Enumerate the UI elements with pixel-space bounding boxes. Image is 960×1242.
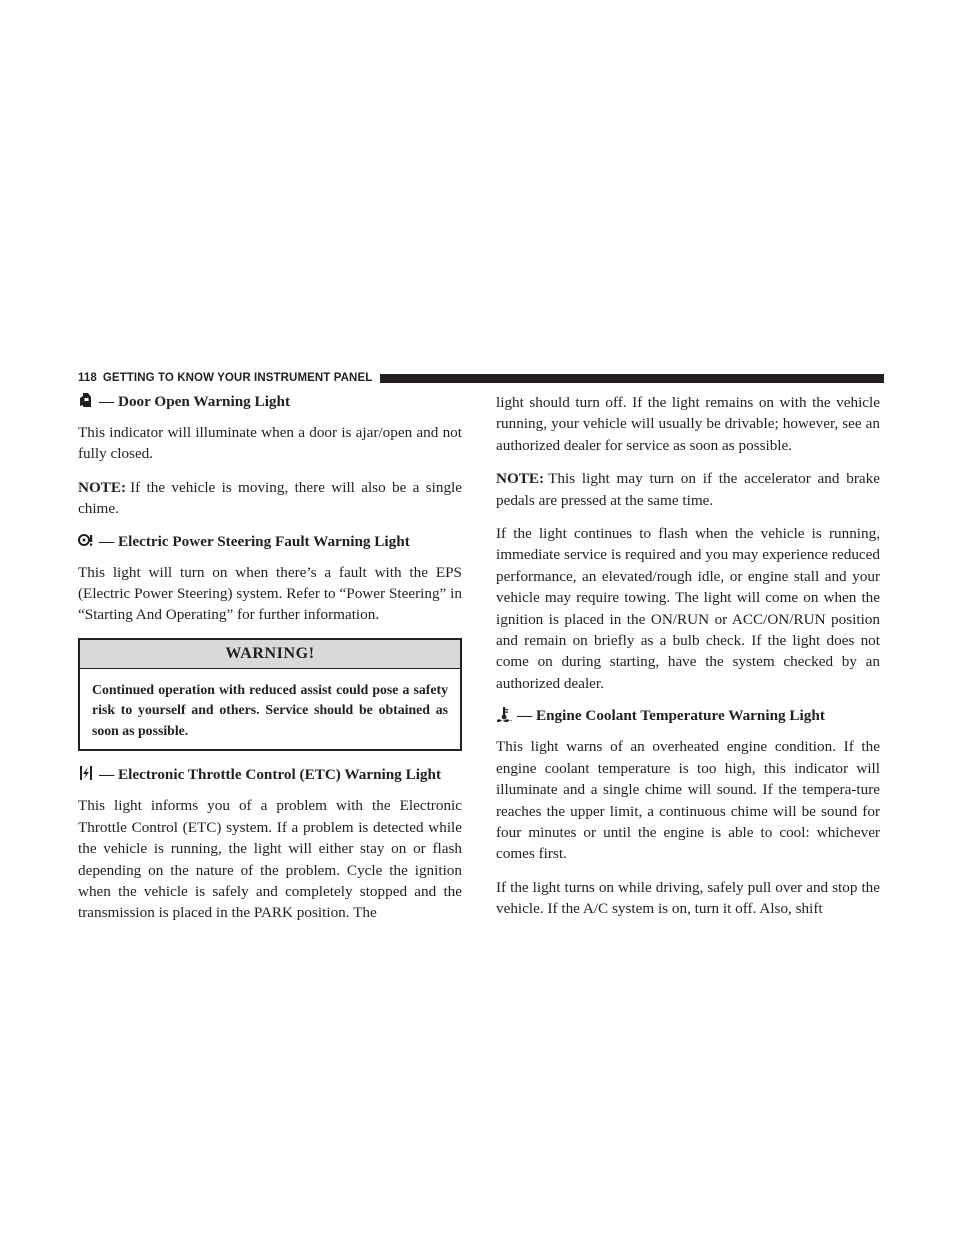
eps-heading	[78, 532, 462, 552]
etc-note	[496, 468, 880, 511]
section-title: GETTING TO KNOW YOUR INSTRUMENT PANEL	[102, 372, 373, 384]
coolant-heading	[496, 706, 880, 726]
steering-wheel-warning-icon	[78, 532, 94, 548]
header-rule	[380, 374, 884, 383]
warning-box	[78, 638, 462, 752]
coolant-heading-text: — Engine Coolant Temperature Warning Light	[517, 707, 825, 725]
door-open-heading	[78, 392, 462, 412]
note-label: NOTE:	[78, 478, 127, 496]
etc-heading-text: — Electronic Throttle Control (ETC) Warning Light	[99, 766, 442, 784]
right-column	[496, 392, 880, 932]
etc-heading	[78, 765, 462, 785]
eps-text: This light will turn on when there’s a fault with the EPS (Electric Power Steering) system. Refer to “Power Steering” in “Starting And Operating” for further information.	[78, 563, 462, 624]
warning-text: Continued operation with reduced assist could pose a safety risk to yourself and others. Service should be obtained as soon as possible.	[92, 681, 448, 738]
coolant-text: This light warns of an overheated engine condition. If the engine coolant temperature is too high, this indicator will illuminate and a single chime will sound. If the tempera-ture reaches the upper limit, a continuous chime will be sound for four minutes or until the engine is able to cool: whichever comes first.	[496, 738, 880, 863]
door-open-text: This indicator will illuminate when a door is ajar/open and not fully closed.	[78, 424, 462, 463]
etc-text: This light informs you of a problem with the Electronic Throttle Control (ETC) system. If a problem is detected while the vehicle is running, the light will either stay on or flash depending on the nature of the problem. Cycle the ignition when the vehicle is safely and completely stopped and the transmission is placed in the PARK position. The	[78, 797, 462, 922]
warning-title: WARNING!	[80, 640, 460, 669]
left-column	[78, 392, 462, 936]
note-label: NOTE:	[496, 470, 545, 488]
etc-flash-text: If the light continues to flash when the vehicle is running, immediate service is required and you may experience reduced performance, an elevated/rough idle, or engine stall and your vehicle may require towing. The light will come on when the ignition is placed in the ON/RUN or ACC/ON/RUN position and remain on briefly as a bulb check. If the light does not come on during starting, have the system checked by an authorized dealer.	[496, 525, 880, 692]
page-number: 118	[78, 372, 97, 384]
door-open-icon	[78, 392, 94, 408]
etc-continued-text: light should turn off. If the light remains on with the vehicle running, your vehicle will usually be drivable; however, see an authorized dealer for service as soon as possible.	[496, 394, 880, 454]
coolant-driving-text: If the light turns on while driving, safely pull over and stop the vehicle. If the A/C system is on, turn it off. Also, shift	[496, 878, 880, 918]
throttle-lightning-icon	[78, 765, 94, 781]
note-text: This light may turn on if the accelerator and brake pedals are pressed at the same time.	[496, 470, 880, 509]
door-open-heading-text: — Door Open Warning Light	[99, 393, 291, 410]
eps-heading-text: — Electric Power Steering Fault Warning Light	[99, 532, 410, 550]
page-header	[78, 371, 884, 385]
note-text: If the vehicle is moving, there will also be a single chime.	[78, 478, 462, 518]
door-open-note	[78, 477, 462, 520]
thermometer-coolant-icon	[496, 706, 512, 722]
